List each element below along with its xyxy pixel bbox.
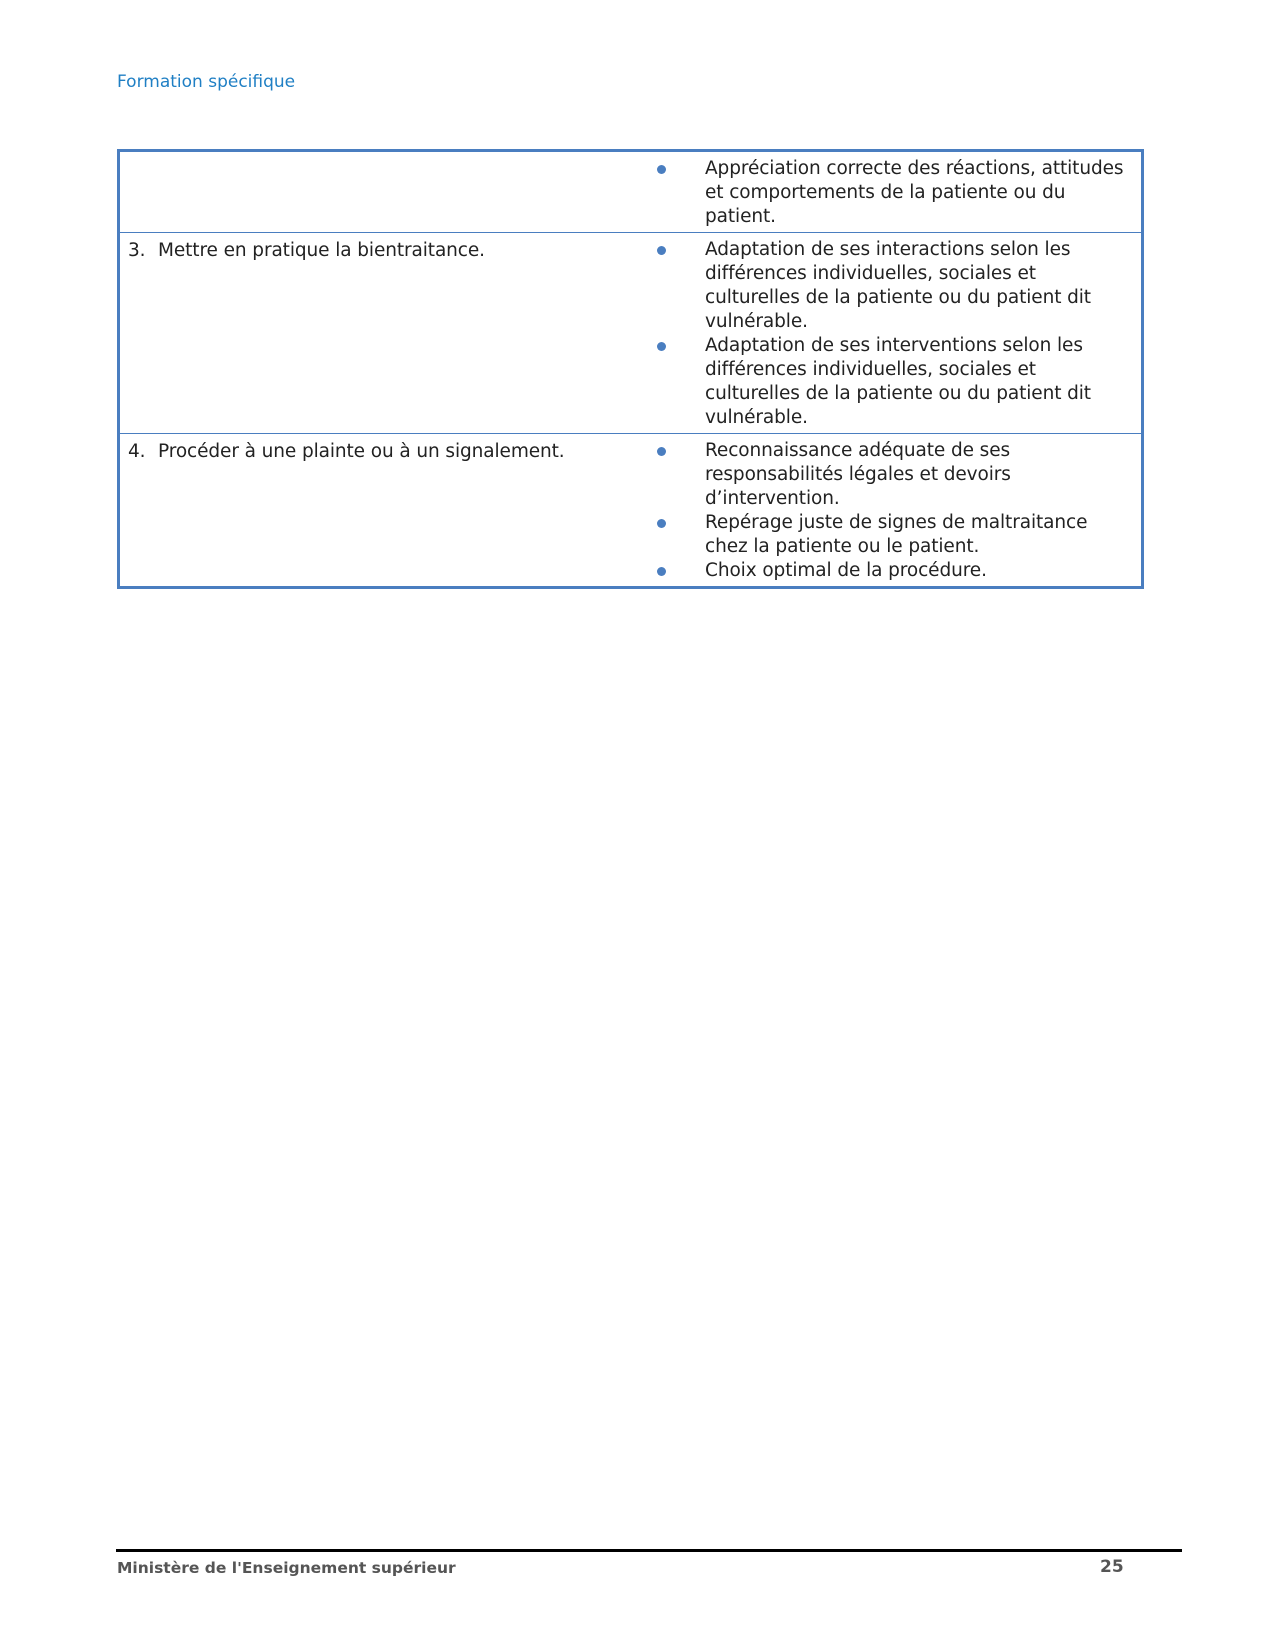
list-item xyxy=(632,157,1133,229)
element-text: Procéder à une plainte ou à un signalement. xyxy=(158,441,565,462)
criterion-text: Repérage juste de signes de maltraitance chez la patiente ou le patient. xyxy=(705,512,1088,557)
bullet-icon xyxy=(657,447,666,456)
criterion-text: Choix optimal de la procédure. xyxy=(705,560,987,581)
element-cell xyxy=(120,152,632,232)
bullet-icon xyxy=(657,246,666,255)
table-row xyxy=(120,433,1141,586)
criterion-text: Appréciation correcte des réactions, attitudes et comportements de la patiente ou du patient. xyxy=(705,158,1124,227)
element-text: Mettre en pratique la bientraitance. xyxy=(158,240,485,261)
page-number: 25 xyxy=(1100,1557,1124,1577)
list-item xyxy=(632,238,1133,334)
criteria-table xyxy=(117,149,1144,589)
bullet-icon xyxy=(657,165,666,174)
bullet-icon xyxy=(657,342,666,351)
footer-organization: Ministère de l'Enseignement supérieur xyxy=(117,1559,456,1577)
element-number: 4. xyxy=(128,441,146,462)
element-number: 3. xyxy=(128,240,146,261)
page-header-title: Formation spécifique xyxy=(117,72,296,92)
criteria-cell xyxy=(632,434,1141,586)
list-item xyxy=(632,511,1133,559)
criterion-text: Adaptation de ses interventions selon les différences individuelles, sociales et culturelles de la patiente ou du patient dit vulnérable. xyxy=(705,335,1091,428)
criterion-text: Reconnaissance adéquate de ses responsabilités légales et devoirs d’intervention. xyxy=(705,440,1011,509)
footer-divider xyxy=(116,1549,1182,1552)
criteria-cell xyxy=(632,152,1141,232)
list-item xyxy=(632,334,1133,430)
criterion-text: Adaptation de ses interactions selon les différences individuelles, sociales et culturelles de la patiente ou du patient dit vulnérable. xyxy=(705,239,1091,332)
element-cell xyxy=(120,434,632,586)
bullet-icon xyxy=(657,567,666,576)
table-row xyxy=(120,152,1141,232)
element-cell xyxy=(120,233,632,433)
list-item xyxy=(632,559,1133,583)
bullet-icon xyxy=(657,519,666,528)
table-row xyxy=(120,232,1141,433)
criteria-cell xyxy=(632,233,1141,433)
list-item xyxy=(632,439,1133,511)
